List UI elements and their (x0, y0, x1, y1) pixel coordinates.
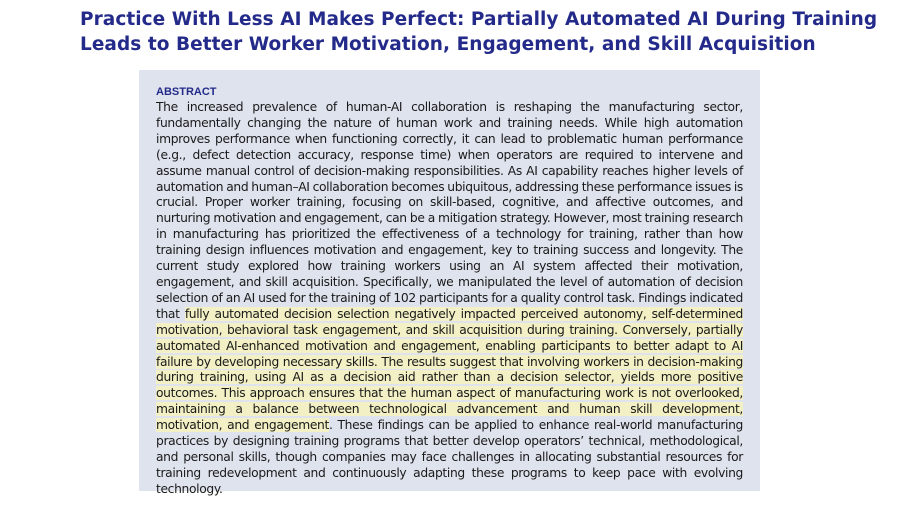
abstract-box (139, 70, 760, 496)
abstract-text-before: The increased prevalence of human-AI collaboration is reshaping the manufacturing sector, fundamentally changing the nature of human work and training needs. While high automation improves performance when functioning correctly, it can lead to problematic human performance (e.g., defect detection accuracy, response time) when operators are required to intervene and assume manual control of decision-making responsibilities. As AI capability reaches higher levels of automation and human–AI collaboration becomes ubiquitous, addressing these performance issues is crucial. Proper worker training, focusing on skill-based, cognitive, and affective outcomes, and nurturing motivation and engagement, can be a mitigation strategy. However, most training research in manufacturing has prioritized the effectiveness of a technology for training, rather than how training design influences motivation and engagement, key to training success and longevity. The current study explored how training workers using an AI system affected their motivation, engagement, and skill acquisition. Specifically, we manipulated the level of automation of decision selection of an AI used for the training of 102 participants for a quality control task. Findings indicated that (156, 100, 743, 321)
abstract-text-after: . These findings can be applied to enhance real-world manufacturing practices by designing training programs that better develop operators’ technical, methodological, and personal skills, though companies may face challenges in allocating substantial resources for training redevelopment and continuously adapting these programs to keep pace with evolving technology. (156, 418, 743, 496)
abstract-body (156, 100, 743, 498)
paper-title: Practice With Less AI Makes Perfect: Partially Automated AI During Training Leads to Better Worker Motivation, Engagement, and Skill Acquisition (80, 9, 878, 55)
abstract-heading: ABSTRACT (156, 86, 217, 98)
abstract-highlighted-text: fully automated decision selection negatively impacted perceived autonomy, self-determined motivation, behavioral task engagement, and skill acquisition during training. Conversely, partially automated AI-enhanced motivation and engagement, enabling participants to better adapt to AI failure by developing necessary skills. The results suggest that involving workers in decision-making during training, using AI as a decision aid rather than a decision selector, yields more positive outcomes. This approach ensures that the human aspect of manufacturing work is not overlooked, maintaining a balance between technological advancement and human skill development, motivation, and engagement (156, 306, 743, 433)
